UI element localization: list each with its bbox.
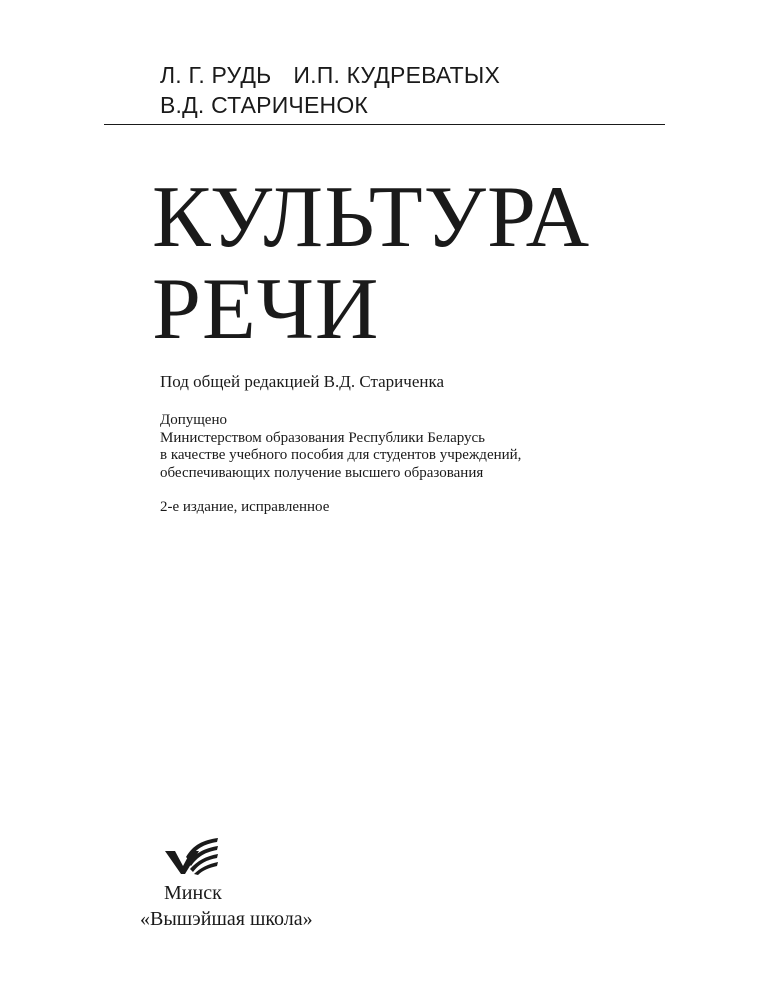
authors-line-1 — [160, 60, 500, 90]
divider-rule — [104, 124, 665, 125]
author-rud: Л. Г. РУДЬ — [160, 62, 272, 88]
publisher-name: «Вышэйшая школа» — [140, 908, 313, 930]
publisher-city: Минск — [164, 882, 222, 904]
author-starichenok: В.Д. СТАРИЧЕНОК — [160, 92, 369, 118]
book-title — [152, 169, 591, 358]
approval-line-3: в качестве учебного пособия для студентов учреждений, — [160, 447, 522, 463]
authors-block — [160, 60, 500, 120]
title-line-2: РЕЧИ — [152, 261, 380, 358]
title-line-1: КУЛЬТУРА — [152, 169, 591, 266]
publisher-logo-icon — [163, 835, 219, 875]
approval-line-2: Министерством образования Республики Беларусь — [160, 429, 486, 446]
approval-line-4: обеспечивающих получение высшего образования — [160, 464, 484, 481]
author-kudrevatykh: И.П. КУДРЕВАТЫХ — [293, 62, 500, 88]
publisher-block — [140, 880, 313, 932]
approval-statement — [160, 412, 521, 482]
editor-credit: Под общей редакцией В.Д. Стариченка — [160, 372, 445, 391]
approval-line-1: Допущено — [160, 412, 227, 428]
edition-note: 2-е издание, исправленное — [160, 499, 330, 515]
